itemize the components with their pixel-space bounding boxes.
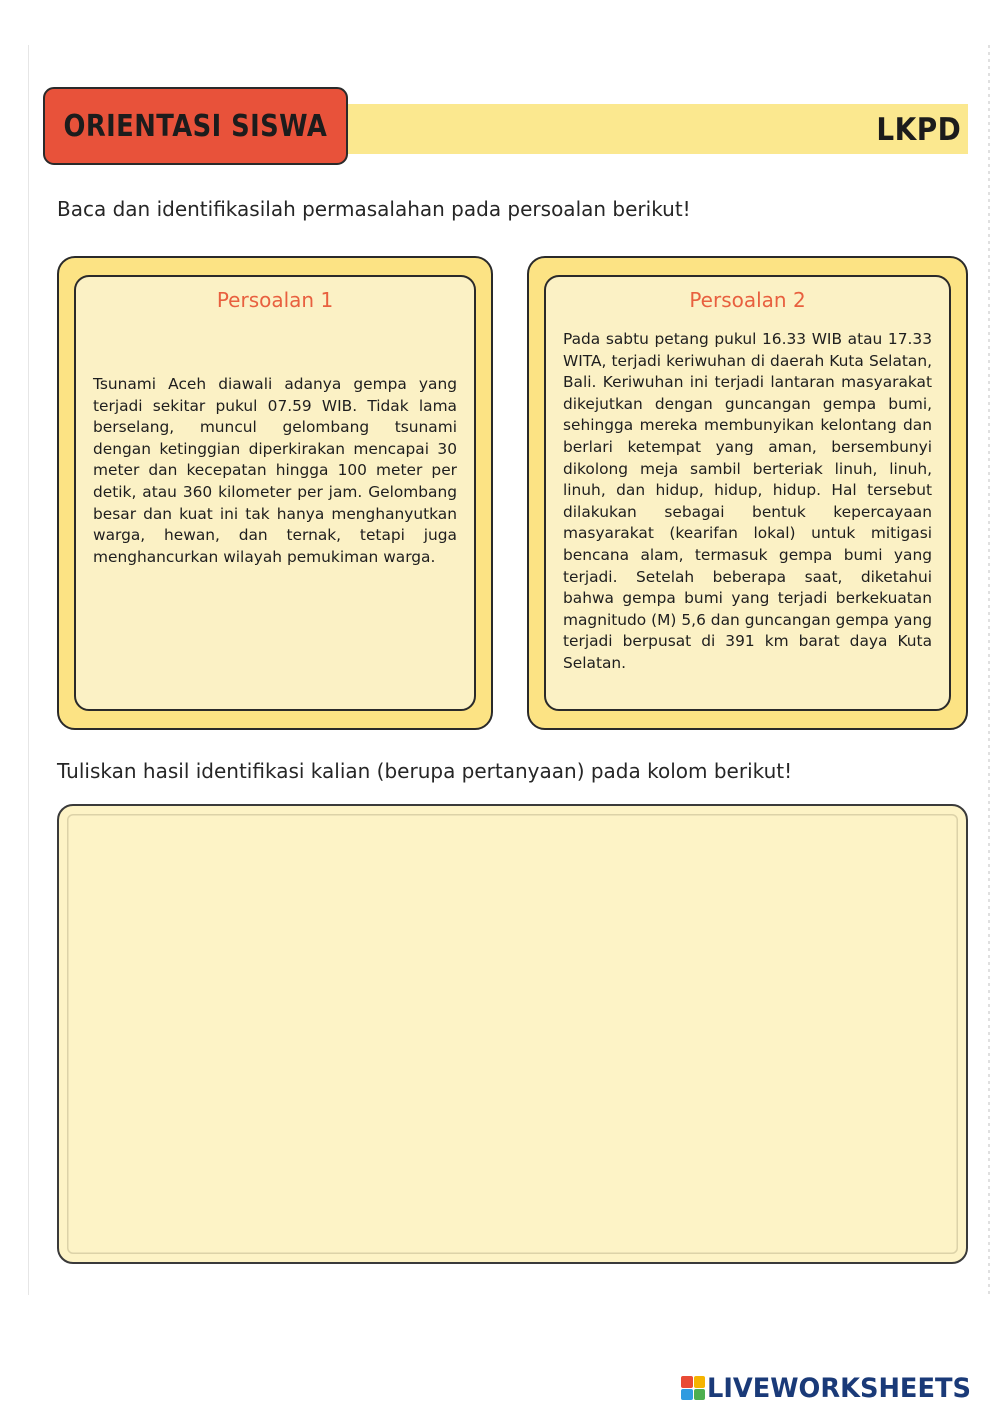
case-card-2 — [527, 256, 968, 730]
brand-text: LIVEWORKSHEETS — [707, 1372, 972, 1404]
read-instruction: Baca dan identifikasilah permasalahan pada persoalan berikut! — [57, 197, 691, 221]
section-badge — [43, 87, 348, 165]
page-margin-line — [28, 45, 29, 1295]
case-card-2-text: Pada sabtu petang pukul 16.33 WIB atau 17.33 WITA, terjadi keriwuhan di daerah Kuta Selatan, Bali. Keriwuhan ini terjadi lantaran masyarakat dikejutkan dengan guncangan gempa bumi, sehingga mereka membunyikan kelontang dan berlari ketempat yang aman, bersembunyi dikolong meja sambil berteriak linuh, linuh, linuh, dan hidup, hidup, hidup. Hal tersebut dilakukan sebagai bentuk kepercayaan masyarakat (kearifan lokal) untuk mitigasi bencana alam, termasuk gempa bumi yang terjadi. Setelah beberapa saat, diketahui bahwa gempa bumi yang terjadi berkekuatan magnitudo (M) 5,6 dan guncangan gempa yang terjadi berpusat di 391 km barat daya Kuta Selatan. — [563, 330, 932, 672]
case-card-2-title: Persoalan 2 — [689, 288, 806, 312]
case-card-1 — [57, 256, 493, 730]
case-card-2-body — [544, 275, 951, 711]
liveworksheets-logo-icon — [681, 1376, 705, 1400]
case-card-1-text: Tsunami Aceh diawali adanya gempa yang terjadi sekitar pukul 07.59 WIB. Tidak lama berselang, muncul gelombang tsunami dengan ketinggian diperkirakan mencapai 30 meter dan kecepatan hingga 100 meter per detik, atau 360 kilometer per jam. Gelombang besar dan kuat ini tak hanya menghanyutkan warga, hewan, dan ternak, tetapi juga menghancurkan wilayah pemukiman warga. — [93, 375, 457, 566]
case-card-1-title: Persoalan 1 — [216, 288, 334, 312]
section-badge-label: ORIENTASI SISWA — [63, 108, 328, 144]
header-stripe — [330, 104, 968, 154]
worksheet-label: LKPD — [876, 112, 961, 148]
write-instruction: Tuliskan hasil identifikasi kalian (berupa pertanyaan) pada kolom berikut! — [57, 759, 793, 783]
case-card-1-body — [74, 275, 476, 711]
liveworksheets-brand[interactable] — [681, 1373, 985, 1403]
page-edge-dashes — [988, 45, 990, 1295]
answer-textarea[interactable] — [57, 804, 968, 1264]
